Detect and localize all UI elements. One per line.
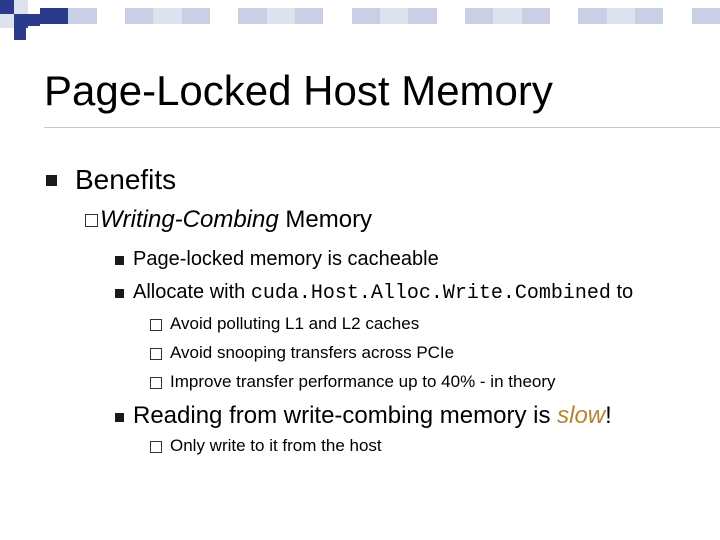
allocate-prefix: Allocate with <box>133 281 251 303</box>
allocate-suffix: to <box>610 281 634 303</box>
reading-prefix: Reading from write-combing memory is <box>133 402 558 429</box>
checkbox-bullet-icon <box>150 377 162 389</box>
subpoint-snooping: Avoid snooping transfers across PCIe <box>170 343 455 362</box>
checkbox-bullet-icon <box>150 441 162 453</box>
bullet-square-icon <box>115 289 124 298</box>
bullet-square-icon <box>115 256 124 265</box>
title-divider <box>44 127 720 128</box>
checkbox-bullet-icon <box>85 214 98 227</box>
memory-label: Memory <box>278 206 373 233</box>
subpoint-write-only: Only write to it from the host <box>170 436 382 455</box>
slow-highlight: slow <box>557 402 606 429</box>
decorative-header-pattern <box>0 0 720 40</box>
writing-combing-label: Writing-Combing <box>100 206 279 233</box>
point-allocate <box>133 279 633 307</box>
code-cuda-host-alloc: cuda.Host.Alloc.Write.Combined <box>250 282 611 305</box>
bullet-writing-combing <box>100 205 372 235</box>
bullet-square-icon <box>46 175 57 186</box>
checkbox-bullet-icon <box>150 319 162 331</box>
subpoint-performance: Improve transfer performance up to 40% - in theory <box>170 372 556 391</box>
point-reading-slow <box>133 401 612 431</box>
subpoint-polluting: Avoid polluting L1 and L2 caches <box>170 314 420 333</box>
reading-suffix: ! <box>605 402 612 429</box>
checkbox-bullet-icon <box>150 348 162 360</box>
point-cacheable: Page-locked memory is cacheable <box>133 248 439 270</box>
bullet-benefits: Benefits <box>75 164 177 195</box>
slide-title: Page-Locked Host Memory <box>44 67 553 114</box>
bullet-square-icon <box>115 413 124 422</box>
